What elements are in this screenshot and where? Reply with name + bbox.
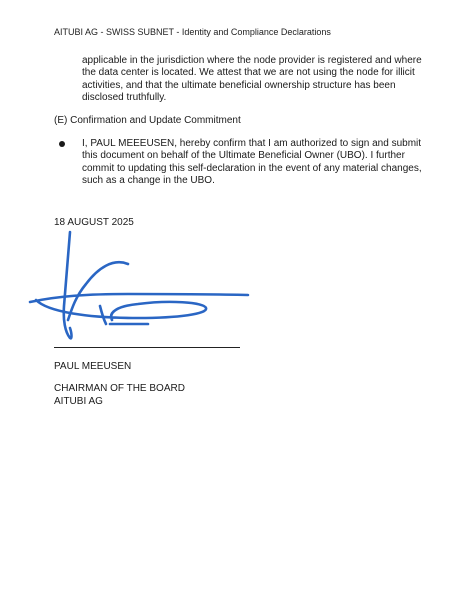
- signature-line: [54, 347, 240, 348]
- signature-stroke: [30, 294, 248, 302]
- signature-date: 18 AUGUST 2025: [54, 217, 134, 228]
- signature-stroke: [68, 262, 128, 320]
- signature-stroke: [36, 300, 206, 320]
- page-header: AITUBI AG - SWISS SUBNET - Identity and Compliance Declarations: [54, 27, 331, 37]
- signature-stroke: [100, 306, 106, 324]
- signature-stroke: [64, 232, 72, 338]
- signer-company: AITUBI AG: [54, 396, 103, 407]
- continued-paragraph: applicable in the jurisdiction where the node provider is registered and where the data center is located. We attest that we are not using the node for illicit activities, and that the ultimate beneficial ownership structure has been disclosed truthfully.: [82, 55, 422, 104]
- confirmation-text: I, PAUL MEEEUSEN, hereby confirm that I am authorized to sign and submit this document on behalf of the Ultimate Beneficial Owner (UBO). I further commit to updating this self-declaration in the event of any material changes, such as a change in the UBO.: [82, 138, 422, 187]
- signer-title: CHAIRMAN OF THE BOARD: [54, 383, 185, 394]
- section-e-heading: (E) Confirmation and Update Commitment: [54, 115, 241, 126]
- handwritten-signature: [28, 228, 253, 348]
- bullet-dot-icon: [59, 141, 65, 147]
- signer-name: PAUL MEEUSEN: [54, 361, 132, 372]
